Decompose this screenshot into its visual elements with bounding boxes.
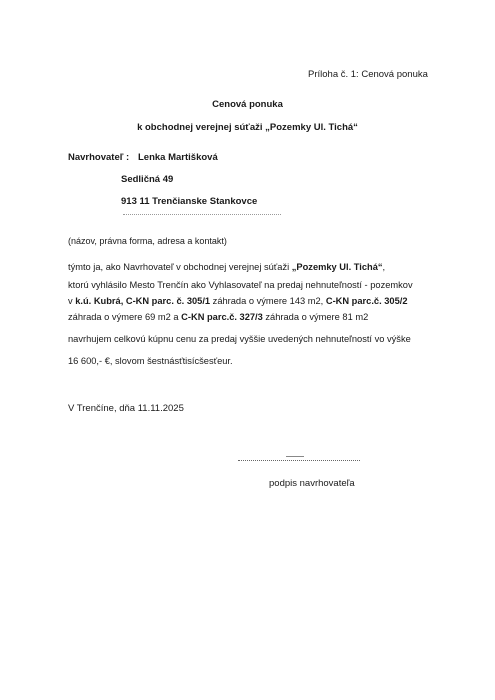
document-subtitle: k obchodnej verejnej súťaži „Pozemky Ul. Tichá“ (137, 122, 358, 133)
attachment-label: Príloha č. 1: Cenová ponuka (308, 69, 428, 80)
body-line-3 (68, 296, 408, 306)
body-line-3-mid: záhrada o výmere 143 m2, (210, 296, 326, 306)
body-line-1-prefix: týmto ja, ako Navrhovateľ v obchodnej verejnej súťaži (68, 262, 292, 272)
body-line-5: navrhujem celkovú kúpnu cenu za predaj vyššie uvedených nehnuteľností vo výške (68, 334, 411, 344)
proposer-street: Sedličná 49 (121, 174, 174, 185)
signature-line (238, 460, 360, 463)
proposer-city: 913 11 Trenčianske Stankovce (121, 196, 258, 207)
parcel-305-2: C-KN parc.č. 305/2 (325, 296, 408, 306)
parcel-327-3: C-KN parc.č. 327/3 (181, 312, 263, 322)
redacted-contact-line (123, 214, 281, 217)
body-line-4-suffix: záhrada o výmere 81 m2 (262, 312, 369, 322)
date-line: V Trenčíne, dňa 11.11.2025 (68, 403, 184, 414)
signature-mark (286, 456, 304, 459)
body-line-4-prefix: záhrada o výmere 69 m2 a (68, 312, 182, 322)
body-line-2: ktorú vyhlásilo Mesto Trenčín ako Vyhlasovateľ na predaj nehnuteľností - pozemkov (68, 280, 413, 290)
body-line-1-suffix: , (382, 262, 386, 272)
price-line: 16 600,- €, slovom šestnásťtisícšesťeur. (68, 356, 233, 366)
body-line-1 (68, 262, 385, 272)
proposer-label: Navrhovateľ : (68, 152, 130, 163)
competition-name: „Pozemky Ul. Tichá“ (291, 262, 383, 272)
parcel-305-1: k.ú. Kubrá, C-KN parc. č. 305/1 (75, 296, 211, 306)
signature-label: podpis navrhovateľa (269, 478, 355, 489)
body-line-3-prefix: v (68, 296, 76, 306)
proposer-name: Lenka Martišková (138, 152, 218, 163)
proposer-note: (názov, právna forma, adresa a kontakt) (68, 236, 227, 246)
document-title: Cenová ponuka (212, 99, 283, 110)
body-line-4 (68, 312, 368, 322)
